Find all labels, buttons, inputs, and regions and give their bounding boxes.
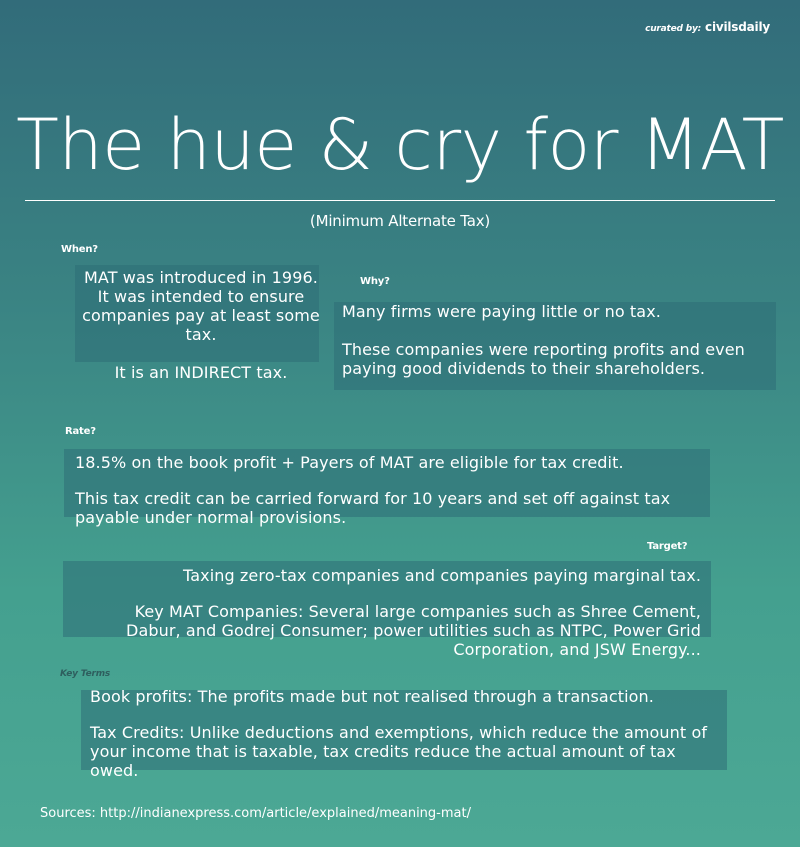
- key-terms-text-2: Tax Credits: Unlike deductions and exemptions, which reduce the amount of your income that is taxable, tax credits reduce the actual amount of tax owed.: [90, 723, 708, 780]
- why-text-1: Many firms were paying little or no tax.: [342, 302, 661, 321]
- target-text: [95, 566, 701, 659]
- title-divider: [25, 200, 775, 201]
- why-text-2: These companies were reporting profits and even paying good dividends to their shareholders.: [342, 340, 745, 378]
- curated-brand: civilsdaily: [705, 20, 770, 34]
- when-text-1: MAT was introduced in 1996. It was intended to ensure companies pay at least some tax.: [82, 268, 320, 344]
- key-terms-tag: Key Terms: [60, 669, 111, 679]
- sources-line: Sources: http://indianexpress.com/article/explained/meaning-mat/: [40, 806, 471, 821]
- curated-prefix: curated by:: [645, 24, 702, 34]
- page-title: The hue & cry for MAT: [16, 104, 784, 186]
- why-text: [342, 302, 767, 378]
- key-terms-text: [90, 687, 712, 780]
- why-tag: Why?: [360, 276, 390, 287]
- when-text: [80, 268, 322, 382]
- target-text-2: Key MAT Companies: Several large companies such as Shree Cement, Dabur, and Godrej Consumer; power utilities such as NTPC, Power Grid Corporation, and JSW Energy...: [126, 602, 701, 659]
- rate-text: [75, 453, 715, 527]
- when-tag: When?: [61, 244, 98, 255]
- rate-text-1: 18.5% on the book profit + Payers of MAT are eligible for tax credit.: [75, 453, 624, 472]
- curated-by-credit: [645, 20, 770, 34]
- page-subtitle: (Minimum Alternate Tax): [309, 212, 491, 230]
- when-text-2: It is an INDIRECT tax.: [114, 363, 288, 382]
- target-text-1: Taxing zero-tax companies and companies paying marginal tax.: [183, 566, 701, 585]
- target-tag: Target?: [647, 541, 688, 552]
- key-terms-text-1: Book profits: The profits made but not realised through a transaction.: [90, 687, 654, 706]
- rate-text-2: This tax credit can be carried forward for 10 years and set off against tax payable under normal provisions.: [75, 489, 671, 527]
- rate-tag: Rate?: [65, 426, 96, 437]
